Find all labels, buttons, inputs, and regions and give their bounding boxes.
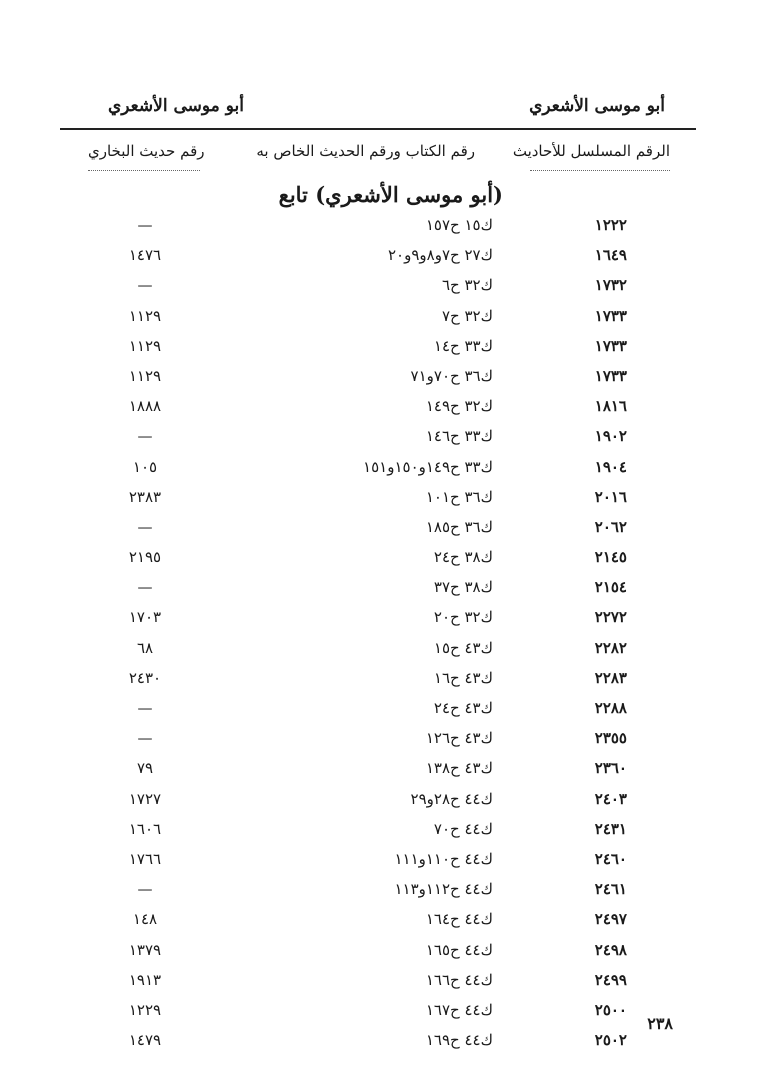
bukhari-number: — [137,427,153,446]
book-hadith-reference: ك٤٣ ح١٣٨ [425,759,493,778]
serial-number: ١٩٠٤ [594,457,627,476]
table-row [0,635,765,665]
bukhari-number: ٢٤٣٠ [128,668,162,687]
serial-number: ١٨١٦ [594,397,627,416]
bukhari-number: ٧٩ [136,759,154,778]
table-row [0,303,765,333]
bukhari-number: ١٧٦٦ [128,849,162,868]
page-number: ٢٣٨ [647,1014,673,1033]
serial-number: ١٧٣٣ [594,306,627,325]
book-hadith-reference: ك٣٣ ح١٤ [433,336,493,355]
serial-number: ٢٢٧٢ [594,608,627,627]
bukhari-number: ١٧٠٣ [128,608,162,627]
serial-number: ١٧٣٣ [594,336,627,355]
serial-number: ٢٤٦١ [594,880,627,899]
book-hadith-reference: ك٤٤ ح٧٠ [433,819,493,838]
table-row [0,454,765,484]
book-hadith-reference: ك٣٢ ح٢٠ [433,608,493,627]
table-row [0,484,765,514]
serial-number: ٢٣٥٥ [594,729,627,748]
book-hadith-reference: ك٤٣ ح٢٤ [433,699,493,717]
serial-number: ٢٠١٦ [594,487,627,506]
book-hadith-reference: ك٤٤ ح١١٢و١١٣ [394,880,493,899]
table-row [0,816,765,846]
running-head-right: أبو موسى الأشعري [529,96,665,116]
index-table [0,212,765,1057]
table-row [0,725,765,755]
table-row [0,665,765,695]
bukhari-number: ١٤٧٩ [128,1031,162,1050]
bukhari-number: ٢٣٨٣ [128,487,162,506]
bukhari-number: — [137,216,153,234]
bukhari-number: ١١٢٩ [128,366,162,385]
book-hadith-reference: ك٤٤ ح١٦٥ [425,940,493,959]
serial-number: ٢٢٨٨ [594,699,627,717]
bukhari-number: ١٠٥ [132,457,158,476]
table-row [0,393,765,423]
table-row [0,937,765,967]
bukhari-number: ١٢٢٩ [128,1000,162,1019]
book-hadith-reference: ك٣٣ ح١٤٦ [425,427,493,446]
book-hadith-reference: ك٤٤ ح١٦٤ [425,910,493,929]
bukhari-number: ١٤٧٦ [128,246,162,265]
serial-number: ٢٢٨٢ [594,638,627,657]
book-hadith-reference: ك٣٢ ح٧ [441,306,493,325]
serial-number: ٢٤٩٩ [594,970,627,989]
serial-number: ١٧٣٢ [594,276,627,295]
column-header-serial-underline [530,170,670,171]
table-row [0,242,765,272]
book-hadith-reference: ك٤٤ ح١١٠و١١١ [394,849,493,868]
bukhari-number: ١٧٢٧ [128,789,162,808]
book-hadith-reference: ك٣٣ ح١٤٩و١٥٠و١٥١ [363,457,493,476]
table-row [0,272,765,302]
book-hadith-reference: ك٣٦ ح٧٠و٧١ [410,366,493,385]
serial-number: ٢٥٠٢ [594,1031,627,1050]
table-row [0,876,765,906]
table-row [0,846,765,876]
serial-number: ١٢٢٢ [594,216,627,234]
bukhari-number: ١١٢٩ [128,306,162,325]
serial-number: ١٩٠٢ [594,427,627,446]
bukhari-number: ١٦٠٦ [128,819,162,838]
running-head-left: أبو موسى الأشعري [108,96,244,116]
book-hadith-reference: ك٣٨ ح٢٤ [433,548,493,567]
table-row [0,333,765,363]
column-header-bukhari: رقم حديث البخاري [88,142,205,160]
book-hadith-reference: ك٤٤ ح٢٨و٢٩ [410,789,493,808]
bukhari-number: — [137,276,153,295]
serial-number: ٢٠٦٢ [594,517,627,536]
section-title: (أبو موسى الأشعري) تابع [278,182,503,207]
table-row [0,695,765,725]
bukhari-number: ٢١٩٥ [128,548,162,567]
serial-number: ٢٥٠٠ [594,1000,627,1019]
bukhari-number: ١٨٨٨ [128,397,162,416]
bukhari-number: ١١٢٩ [128,336,162,355]
bukhari-number: — [137,517,153,536]
column-header-bukhari-underline [88,170,200,171]
serial-number: ٢١٥٤ [594,578,627,597]
book-hadith-reference: ك٤٤ ح١٦٧ [425,1000,493,1019]
serial-number: ٢٤٣١ [594,819,627,838]
serial-number: ١٧٣٣ [594,366,627,385]
bukhari-number: ١٩١٣ [128,970,162,989]
table-row [0,423,765,453]
bukhari-number: ١٤٨ [132,910,158,929]
table-row [0,363,765,393]
table-row [0,967,765,997]
table-row [0,574,765,604]
bukhari-number: ٦٨ [136,638,154,657]
serial-number: ٢٣٦٠ [594,759,627,778]
column-header-serial: الرقم المسلسل للأحاديث [512,142,670,160]
book-hadith-reference: ك٣٨ ح٣٧ [433,578,493,597]
book-hadith-reference: ك٤٤ ح١٦٦ [425,970,493,989]
bukhari-number: — [137,578,153,597]
book-hadith-reference: ك٣٢ ح١٤٩ [425,397,493,416]
book-hadith-reference: ك٢٧ ح٧و٨و٩و٢٠ [387,246,493,265]
serial-number: ٢٤٩٧ [594,910,627,929]
serial-number: ٢٤٦٠ [594,849,627,868]
serial-number: ١٦٤٩ [594,246,627,265]
book-hadith-reference: ك٣٦ ح١٨٥ [425,517,493,536]
bukhari-number: — [137,729,153,748]
header-rule [60,128,696,130]
serial-number: ٢٢٨٣ [594,668,627,687]
table-row [0,212,765,242]
table-row [0,786,765,816]
table-row [0,544,765,574]
book-hadith-reference: ك٣٦ ح١٠١ [425,487,493,506]
bukhari-number: — [137,699,153,717]
table-row [0,755,765,785]
bukhari-number: — [137,880,153,899]
serial-number: ٢١٤٥ [594,548,627,567]
serial-number: ٢٤٩٨ [594,940,627,959]
table-row [0,514,765,544]
table-row [0,604,765,634]
book-hadith-reference: ك١٥ ح١٥٧ [425,216,493,234]
book-hadith-reference: ك٤٣ ح١٥ [433,638,493,657]
column-header-reference: رقم الكتاب ورقم الحديث الخاص به [256,142,475,160]
serial-number: ٢٤٠٣ [594,789,627,808]
book-hadith-reference: ك٤٤ ح١٦٩ [425,1031,493,1050]
book-hadith-reference: ك٣٢ ح٦ [441,276,493,295]
book-hadith-reference: ك٤٣ ح١٦ [433,668,493,687]
book-hadith-reference: ك٤٣ ح١٢٦ [425,729,493,748]
table-row [0,906,765,936]
bukhari-number: ١٣٧٩ [128,940,162,959]
